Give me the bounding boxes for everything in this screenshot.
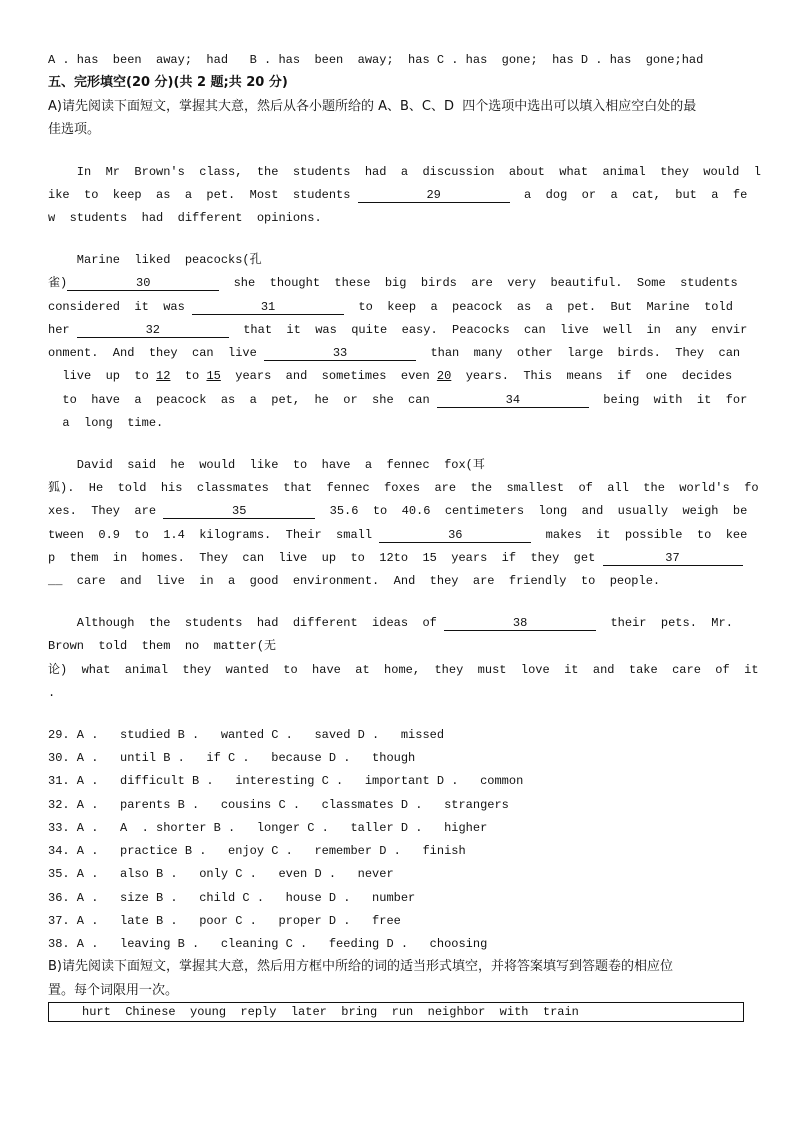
blank-35[interactable]: 35: [163, 504, 315, 519]
text-segment: to: [170, 369, 207, 383]
text-segment: tween 0.9 to 1.4 kilograms. Their small: [48, 528, 380, 542]
blank-37[interactable]: 37: [603, 551, 743, 566]
question-36[interactable]: 36. A . size B . child C . house D . number: [48, 891, 416, 905]
text-segment: makes it possible to kee: [531, 528, 748, 542]
previous-question-options: A . has been away; had B . has been away; has C . has gone; has D . has gone;had: [48, 53, 704, 67]
part-a-instruction: A)请先阅读下面短文，掌握其大意，然后从各小题所给的 A、B、C、D 四个选项中选出可以填入相应空白处的最: [48, 99, 697, 114]
question-30[interactable]: 30. A . until B . if C . because D . though: [48, 751, 416, 765]
blank-34[interactable]: 34: [437, 393, 589, 408]
passage-line: a long time.: [48, 416, 164, 430]
passage-line: [48, 322, 748, 339]
passage-line: [48, 615, 748, 632]
part-b-instruction: B)请先阅读下面短文，掌握其大意，然后用方框中所给的词的适当形式填空，并将答案填写到答题卷的相应位: [48, 959, 673, 974]
text-segment: years and sometimes even: [220, 369, 437, 383]
underlined-number: 12: [156, 369, 171, 383]
passage-line: [48, 345, 748, 362]
section-heading: 五、完形填空(20 分)(共 2 题;共 20 分): [48, 75, 288, 90]
text-segment: 雀): [48, 276, 68, 290]
passage-line: [48, 527, 748, 544]
blank-30[interactable]: 30: [67, 276, 219, 291]
text-segment: being with it for: [588, 393, 748, 407]
question-38[interactable]: 38. A . leaving B . cleaning C . feeding D . choosing: [48, 937, 488, 951]
blank-38[interactable]: 38: [444, 616, 596, 631]
passage-line: 论) what animal they wanted to have at home, they must love it and take care of it: [48, 663, 759, 677]
passage-line: David said he would like to have a fennec fox(耳: [48, 458, 485, 472]
text-segment: xes. They are: [48, 504, 164, 518]
question-31[interactable]: 31. A . difficult B . interesting C . important D . common: [48, 774, 524, 788]
text-segment: she thought these big birds are very beautiful. Some students: [219, 276, 738, 290]
text-segment: p them in homes. They can live up to 12to 15 years if they get: [48, 551, 603, 565]
passage-line: [48, 299, 748, 316]
passage-line: .: [48, 686, 56, 700]
text-segment: live up to: [48, 369, 157, 383]
text-segment: care and live in a good environment. And they are friendly to people.: [62, 574, 661, 588]
text-segment: to have a peacock as a pet, he or she can: [48, 393, 437, 407]
text-segment: Although the students had different ideas of: [48, 616, 445, 630]
blank-29[interactable]: 29: [358, 188, 510, 203]
blank-31[interactable]: 31: [192, 300, 344, 315]
text-segment: her: [48, 323, 77, 337]
passage-line: [48, 573, 748, 590]
blank-33[interactable]: 33: [264, 346, 416, 361]
question-35[interactable]: 35. A . also B . only C . even D . never: [48, 867, 394, 881]
text-segment: considered it was: [48, 300, 193, 314]
word-bank-box: [48, 1002, 744, 1022]
text-segment: their pets. Mr.: [596, 616, 733, 630]
text-segment: that it was quite easy. Peacocks can live well in any envir: [228, 323, 748, 337]
passage-line: Marine liked peacocks(孔: [48, 253, 262, 267]
text-segment: 35.6 to 40.6 centimeters long and usually weigh be: [315, 504, 748, 518]
passage-line: [48, 503, 748, 520]
question-34[interactable]: 34. A . practice B . enjoy C . remember D . finish: [48, 844, 466, 858]
passage-line: In Mr Brown's class, the students had a discussion about what animal they would l: [48, 165, 761, 179]
underlined-number: 15: [206, 369, 221, 383]
text-segment: years. This means if one decides: [451, 369, 733, 383]
passage-line: [48, 392, 748, 409]
question-37[interactable]: 37. A . late B . poor C . proper D . free: [48, 914, 401, 928]
passage-line: [48, 550, 748, 567]
blank-36[interactable]: 36: [379, 528, 531, 543]
underlined-number: 20: [436, 369, 452, 383]
question-29[interactable]: 29. A . studied B . wanted C . saved D . missed: [48, 728, 445, 742]
word-bank: hurt Chinese young reply later bring run neighbor with train: [82, 1005, 579, 1019]
passage-line: [48, 368, 748, 385]
passage-line: 狐). He told his classmates that fennec foxes are the smallest of all the world's fo: [48, 481, 759, 495]
passage-line: w students had different opinions.: [48, 211, 322, 225]
text-segment: than many other large birds. They can: [416, 346, 741, 360]
text-segment: to keep a peacock as a pet. But Marine told: [344, 300, 733, 314]
part-a-instruction-cont: 佳选项。: [48, 122, 101, 137]
text-segment: onment. And they can live: [48, 346, 265, 360]
question-32[interactable]: 32. A . parents B . cousins C . classmates D . strangers: [48, 798, 509, 812]
part-b-instruction-cont: 置。每个词限用一次。: [48, 983, 179, 998]
blank-32[interactable]: 32: [77, 323, 229, 338]
text-segment: ike to keep as a pet. Most students: [48, 188, 358, 202]
passage-line: [48, 187, 748, 204]
passage-line: [48, 275, 748, 292]
question-33[interactable]: 33. A . A . shorter B . longer C . taller D . higher: [48, 821, 488, 835]
text-segment: __: [48, 574, 63, 588]
passage-line: Brown told them no matter(无: [48, 639, 277, 653]
text-segment: a dog or a cat, but a fe: [509, 188, 748, 202]
